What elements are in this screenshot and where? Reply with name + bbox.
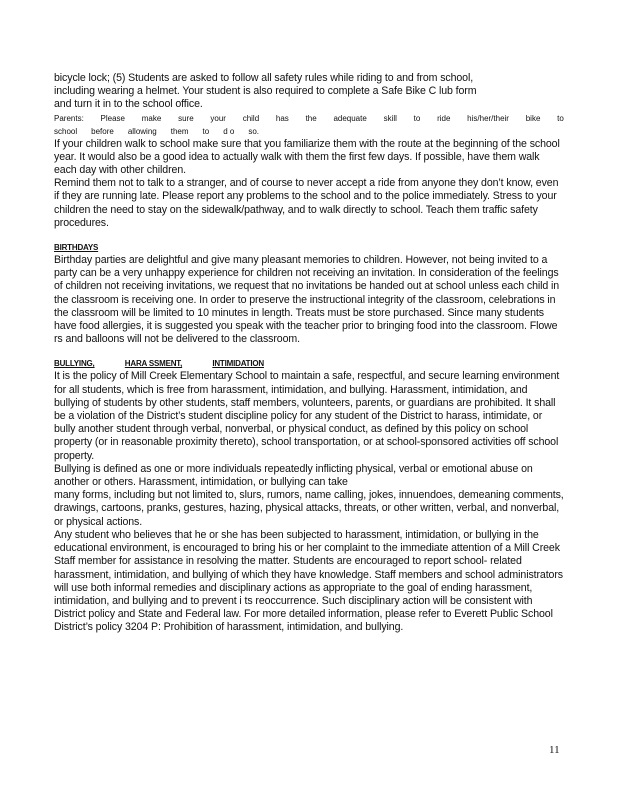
parents-note-line-2 xyxy=(54,125,259,138)
intro-line-2: including wearing a helmet. Your student is also required to complete a Safe Bike C lub form xyxy=(54,85,477,98)
parents-note-word: your xyxy=(210,113,226,123)
parents-note-word: school xyxy=(54,126,78,136)
parents-note-word: to xyxy=(202,126,210,136)
parents-note-word: sure xyxy=(178,113,194,123)
parents-note-word: has xyxy=(275,113,289,123)
parents-note-word: ride xyxy=(437,113,451,123)
parents-note-word: to xyxy=(557,113,564,123)
parents-note-word: them xyxy=(170,126,189,136)
parents-note-word: Parents: xyxy=(54,113,84,123)
parents-note-word: Please xyxy=(100,113,126,123)
remind-paragraph: Remind them not to talk to a stranger, and of course to never accept a ride from anyone they don’t know, even if they are running late. Please report any problems to the school and to the police immediately. Stress to your children the need to stay on the sidewalk/pathway, and to walk directly to school. Teach them traffic safety procedures. xyxy=(54,177,559,229)
bullying-forms-paragraph: many forms, including but not limited to, slurs, rumors, name calling, jokes, innuendoes, demeaning comments, drawings, cartoons, pranks, gestures, hazing, physical attacks, threats, or other written, verbal, and nonverbal, or physical actions. xyxy=(54,489,564,528)
bullying-heading-part: INTIMIDATION xyxy=(212,359,264,369)
parents-note-word: the xyxy=(305,113,317,123)
parents-note-word: adequate xyxy=(333,113,367,123)
birthdays-paragraph: Birthday parties are delightful and give many pleasant memories to children. However, not being invited to a party can be a very unhappy experience for children not receiving an invitation. In consideration of the feelings of children not receiving invitations, we request that no invitations be handed out at school unless each child in the classroom is receiving one. In order to preserve the instructional integrity of the classroom, celebrations in the classroom will be limited to 10 minutes in length. Treats must be store purchased. Since many students have food allergies, it is suggested you speak with the teacher prior to bringing food into the classroom. Flowe rs and balloons will not be delivered to the classroom. xyxy=(54,254,560,346)
parents-note-line-1 xyxy=(54,112,564,125)
bullying-heading xyxy=(54,358,264,370)
bullying-heading-part: HARA SSMENT, xyxy=(124,359,183,369)
parents-note-word: allowing xyxy=(127,126,157,136)
page-content xyxy=(54,72,564,635)
intro-line-3: and turn it in to the school office. xyxy=(54,98,203,111)
parents-note-word: his/her/their xyxy=(467,113,509,123)
walk-to-school-paragraph: If your children walk to school make sure that you familiarize them with the route at the beginning of the school year. It would also be a good idea to actually walk with them the first few days. If possible, have them walk each day with other children. xyxy=(54,137,560,177)
parents-note-word: to xyxy=(413,113,421,123)
parents-note-word: child xyxy=(242,113,260,123)
parents-note-word: bike xyxy=(525,113,541,123)
birthdays-heading: BIRTHDAYS xyxy=(54,243,99,253)
parents-note-word: skill xyxy=(383,113,397,123)
parents-note-word: make xyxy=(141,113,162,123)
bullying-policy-paragraph: It is the policy of Mill Creek Elementary School to maintain a safe, respectful, and secure learning environment for all students, which is free from harassment, intimidation, and bullying. Harassment, intimidation, and bullying of students by other students, staff members, volunteers, parents, or guardians are prohibited. It shall be a violation of the District’s student discipline policy for any student of the District to harass, intimidate, or bully another student through verbal, nonverbal, or physical conduct, as defined by this policy on school property (or in reasonable proximity thereto), school transportation, or at school-sponsored activities off school property. xyxy=(54,370,560,462)
parents-note-word: d o xyxy=(223,126,235,136)
parents-note-word: so. xyxy=(248,126,259,136)
page-number: 11 xyxy=(549,744,560,756)
bullying-heading-part: BULLYING, xyxy=(54,359,95,369)
intro-line-1: bicycle lock; (5) Students are asked to follow all safety rules while riding to and from school, xyxy=(54,72,474,84)
bullying-reporting-paragraph: Any student who believes that he or she has been subjected to harassment, intimidation, or bullying in the educational environment, is encouraged to bring his or her complaint to the immediate attention of a Mill Creek Staff member for assistance in resolving the matter. Students are encouraged to report school- related harassment, intimidation, and bullying of which they have knowledge. Staff members and school administrators will use both informal remedies and disciplinary actions as appropriate to the goal of ending harassment, intimidation, and bullying and to prevent i ts reoccurrence. Such disciplinary action will be consistent with District policy and State and Federal law. For more detailed information, please refer to Everett Public School District’s policy 3204 P: Prohibition of harassment, intimidation, and bullying. xyxy=(54,528,563,634)
bullying-definition-paragraph: Bullying is defined as one or more individuals repeatedly inflicting physical, verbal or emotional abuse on another or others. Harassment, intimidation, or bullying can take xyxy=(54,462,533,489)
parents-note-word: before xyxy=(91,126,114,136)
parents-note xyxy=(54,112,564,138)
